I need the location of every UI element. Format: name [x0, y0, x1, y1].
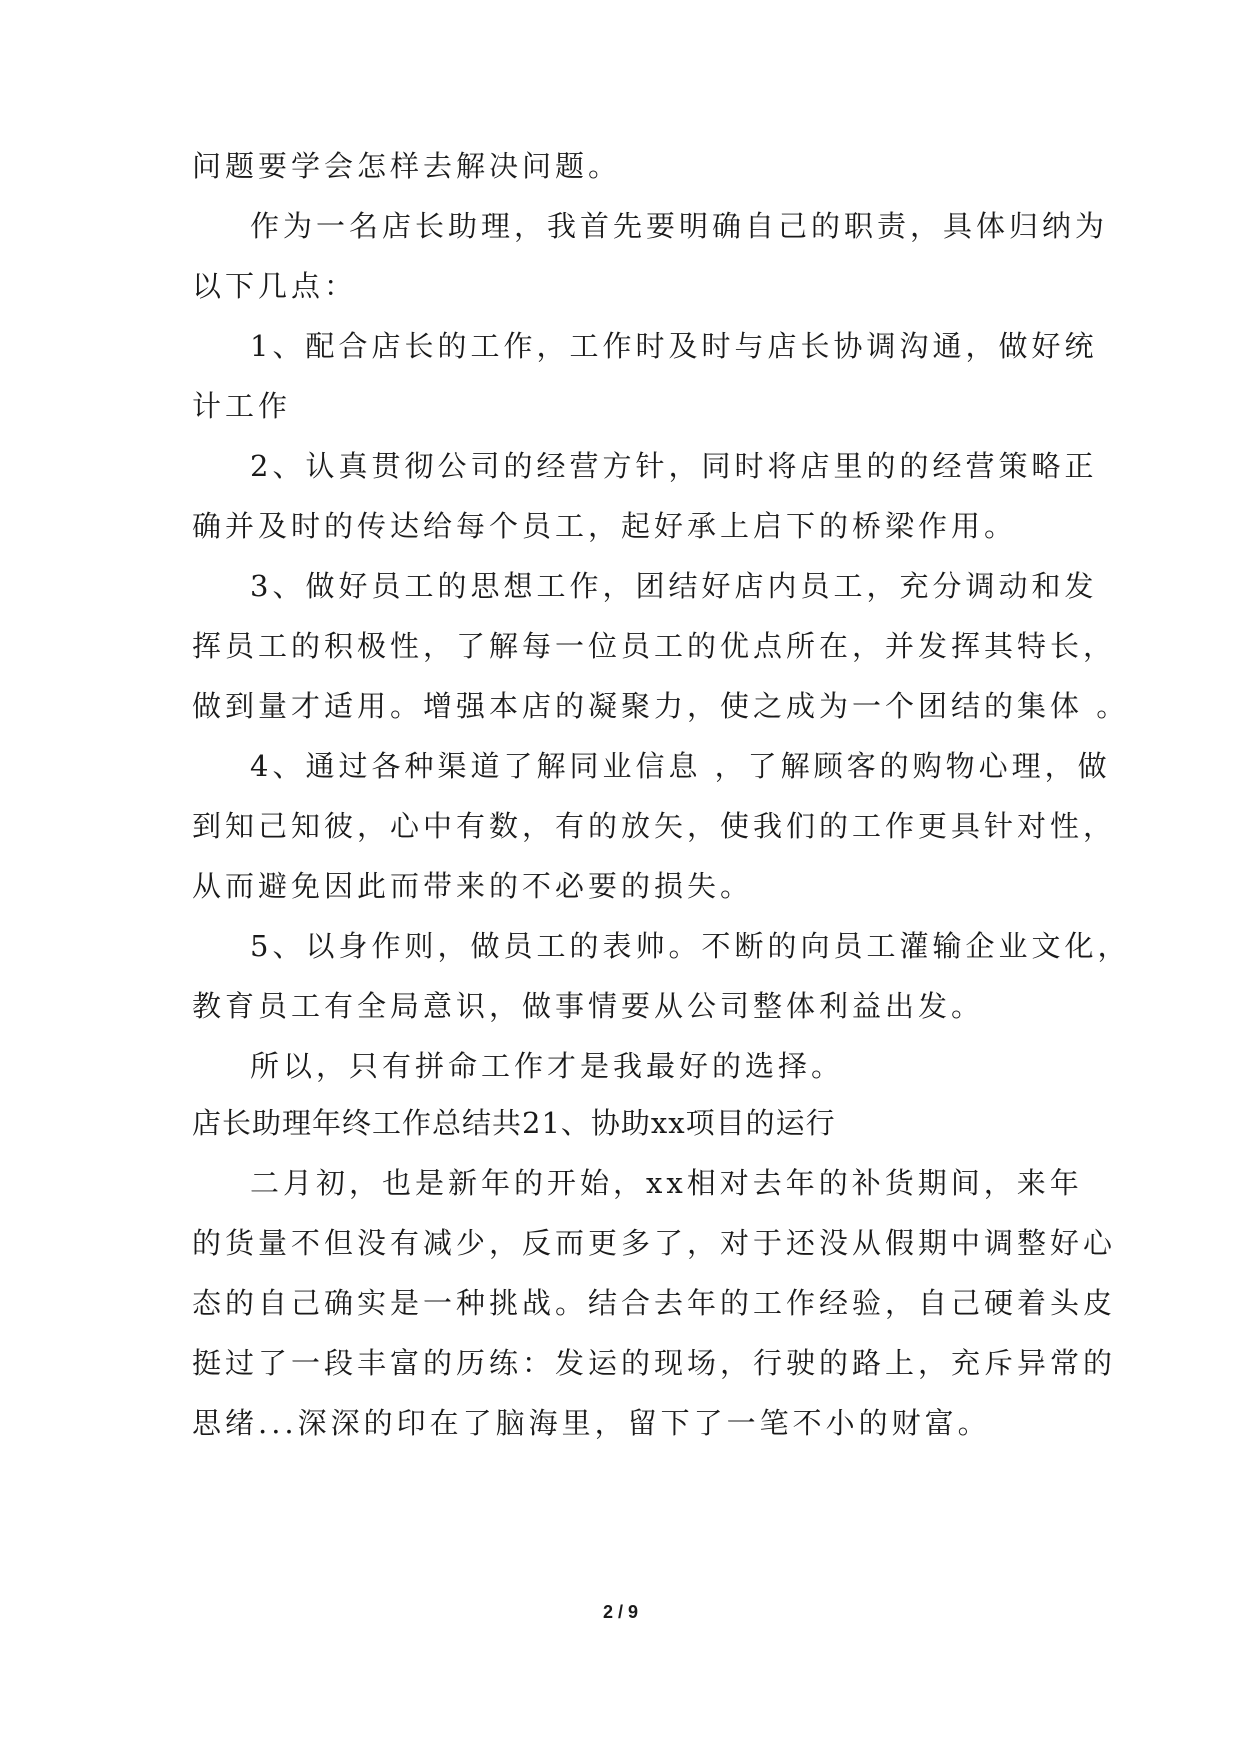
text-line: 以下几点：: [192, 269, 358, 303]
list-item-2: 2、认真贯彻公司的经营方针，同时将店里的的经营策略正: [250, 449, 1098, 483]
text-line: 计工作: [192, 389, 292, 423]
text-line: 思绪...深深的印在了脑海里，留下了一笔不小的财富。: [192, 1406, 991, 1440]
text-line: 问题要学会怎样去解决问题。: [192, 149, 622, 183]
text-line: 确并及时的传达给每个员工，起好承上启下的桥梁作用。: [192, 509, 1018, 543]
section-heading: 店长助理年终工作总结共21、协助xx项目的运行: [192, 1106, 836, 1140]
text-line: 的货量不但没有减少，反而更多了，对于还没从假期中调整好心: [192, 1226, 1117, 1260]
text-line: 作为一名店长助理，我首先要明确自己的职责，具体归纳为: [250, 209, 1109, 243]
text-line: 挺过了一段丰富的历练：发运的现场，行驶的路上，充斥异常的: [192, 1346, 1117, 1380]
text-line: 从而避免因此而带来的不必要的损失。: [192, 869, 754, 903]
text-line: 挥员工的积极性，了解每一位员工的优点所在，并发挥其特长，: [192, 629, 1117, 663]
list-item-3: 3、做好员工的思想工作，团结好店内员工，充分调动和发: [250, 569, 1098, 603]
text-line: 做到量才适用。增强本店的凝聚力，使之成为一个团结的集体 。: [192, 689, 1130, 723]
text-line: 教育员工有全局意识，做事情要从公司整体利益出发。: [192, 989, 985, 1023]
text-line: 态的自己确实是一种挑战。结合去年的工作经验，自己硬着头皮: [192, 1286, 1117, 1320]
text-line: 所以，只有拼命工作才是我最好的选择。: [250, 1049, 845, 1083]
list-item-5: 5、以身作则，做员工的表帅。不断的向员工灌输企业文化，: [250, 929, 1131, 963]
list-item-1: 1、配合店长的工作，工作时及时与店长协调沟通，做好统: [250, 329, 1098, 363]
page-number: 2 / 9: [602, 1602, 639, 1622]
list-item-4: 4、通过各种渠道了解同业信息 ，了解顾客的购物心理，做: [250, 749, 1111, 783]
text-line: 二月初，也是新年的开始，xx相对去年的补货期间，来年: [250, 1166, 1083, 1200]
text-line: 到知己知彼，心中有数，有的放矢，使我们的工作更具针对性，: [192, 809, 1117, 843]
